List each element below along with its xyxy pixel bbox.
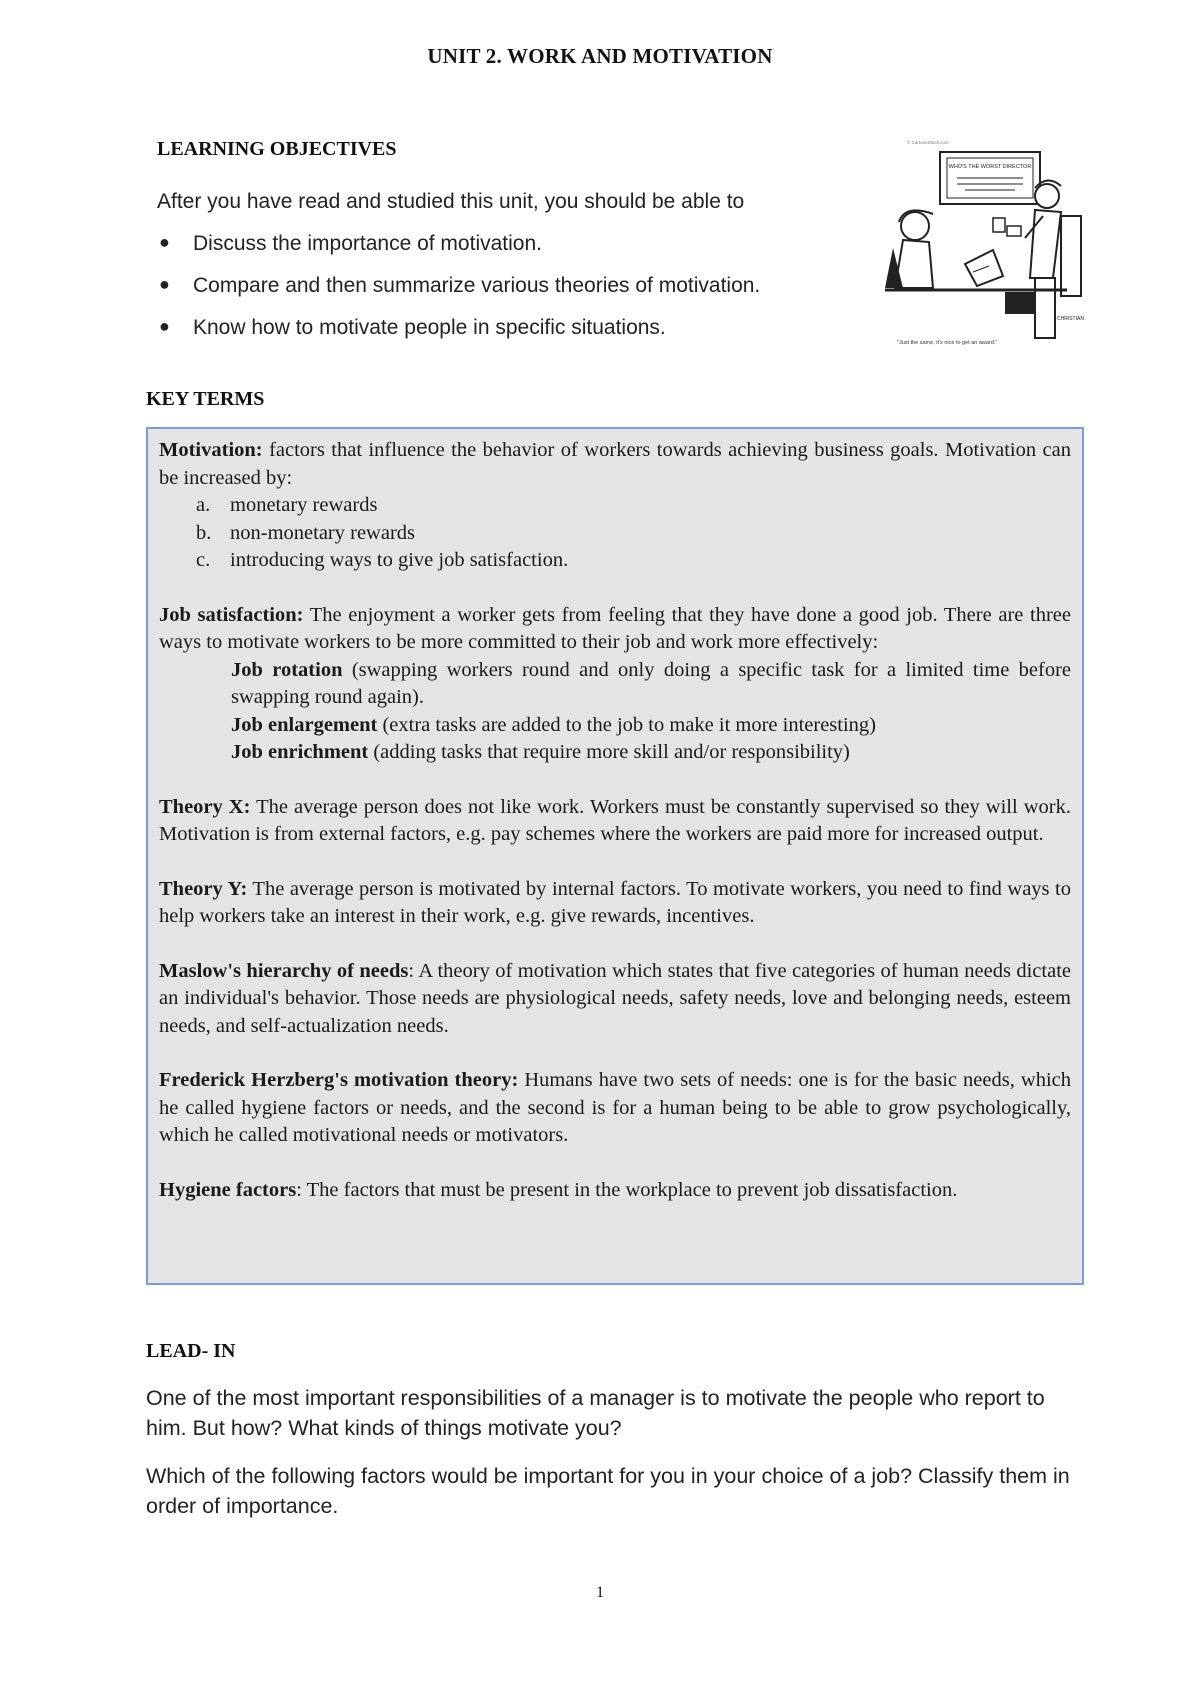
bullet-icon: ●: [159, 232, 170, 252]
page-number: 1: [596, 1584, 604, 1601]
lead-in-heading: LEAD- IN: [146, 1340, 236, 1362]
term-label: Hygiene factors: [159, 1178, 297, 1201]
bullet-icon: ●: [159, 316, 170, 336]
maslow-definition: [159, 958, 1071, 1041]
list-item: [159, 547, 1071, 575]
motivation-list: [159, 492, 1071, 575]
term-label: Motivation:: [159, 439, 263, 461]
cartoon-illustration: [885, 138, 1100, 366]
list-marker: a.: [196, 494, 211, 516]
term-label: Maslow's hierarchy of needs: [159, 959, 409, 982]
list-marker: c.: [196, 549, 211, 571]
definition-text: (adding tasks that require more skill and/or responsibility): [368, 741, 850, 763]
definition-text: : A theory of motivation which states that five categories of human needs dictate an individual's behavior. Those needs are physiological needs, safety needs, love and belonging needs, esteem needs, and self-actualization needs.: [159, 959, 1071, 1037]
page-title: UNIT 2. WORK AND MOTIVATION: [427, 44, 773, 68]
definition-text: The enjoyment a worker gets from feeling that they have done a good job. There are three ways to motivate workers to be more committed to their job and work more effectively:: [159, 603, 1071, 653]
job-rotation-item: [159, 657, 1071, 712]
definition-text: The average person does not like work. Workers must be constantly supervised so they will work. Motivation is from external factors, e.g. pay schemes where the workers are paid more for increased output.: [159, 795, 1071, 845]
job-enlargement-item: [159, 712, 1071, 740]
motivation-definition: [159, 437, 1071, 492]
definition-text: (swapping workers round and only doing a specific task for a limited time before swapping round again).: [231, 658, 1072, 708]
cartoon-caption: "Just the same, it's nice to get an award.": [897, 340, 998, 346]
bullet-icon: ●: [159, 274, 170, 294]
list-item: [157, 274, 760, 316]
herzberg-definition: [159, 1067, 1071, 1150]
learning-objectives-heading: LEARNING OBJECTIVES: [157, 138, 397, 160]
learning-objectives-intro: After you have read and studied this unit, you should be able to: [157, 190, 745, 213]
term-label: Theory Y:: [159, 877, 248, 900]
list-marker: b.: [196, 521, 212, 544]
definition-text: (extra tasks are added to the job to make it more interesting): [377, 713, 876, 736]
term-label: Theory X:: [159, 795, 251, 818]
cartoon-sign-text: WHO'S THE WORST DIRECTOR: [948, 164, 1032, 170]
lead-in-paragraph: Which of the following factors would be important for you in your choice of a job? Classify them in order of importance.: [146, 1464, 1070, 1518]
term-label: Job rotation: [231, 658, 343, 681]
key-terms-heading: KEY TERMS: [146, 388, 265, 410]
list-text: introducing ways to give job satisfaction.: [230, 549, 569, 571]
list-item: [157, 232, 760, 274]
definition-text: : The factors that must be present in the workplace to prevent job dissatisfaction.: [296, 1178, 958, 1201]
definition-text: Humans have two sets of needs: one is for the basic needs, which he called hygiene factors or needs, and the second is for a human being to be able to grow psychologically, which he called motivational needs or motivators.: [159, 1069, 1071, 1146]
list-text: non-monetary rewards: [230, 521, 416, 544]
theory-x-definition: [159, 794, 1071, 849]
key-terms-box: [146, 427, 1084, 1285]
objective-text: Discuss the importance of motivation.: [193, 232, 542, 255]
lead-in-paragraph: One of the most important responsibilities of a manager is to motivate the people who report to him. But how? What kinds of things motivate you?: [146, 1386, 1045, 1440]
term-label: Job enlargement: [231, 713, 378, 736]
cartoon-copyright: © CartoonStock.com: [907, 140, 949, 145]
job-enrichment-item: [159, 739, 1071, 767]
objective-text: Know how to motivate people in specific situations.: [193, 316, 666, 339]
cartoon-signature: CHRISTIAN: [1057, 316, 1084, 322]
learning-objectives-list: [157, 232, 760, 358]
term-label: Job enrichment: [231, 741, 369, 763]
list-item: [159, 520, 1071, 548]
hygiene-factors-definition: [159, 1177, 1071, 1205]
list-text: monetary rewards: [230, 494, 378, 516]
job-satisfaction-definition: [159, 602, 1071, 657]
definition-text: The average person is motivated by internal factors. To motivate workers, you need to find ways to help workers take an interest in their work, e.g. give rewards, incentives.: [159, 877, 1071, 927]
objective-text: Compare and then summarize various theories of motivation.: [193, 274, 761, 297]
term-label: Job satisfaction:: [159, 603, 304, 626]
list-item: [159, 492, 1071, 520]
definition-text: factors that influence the behavior of workers towards achieving business goals. Motivation can be increased by:: [159, 439, 1071, 489]
term-label: Frederick Herzberg's motivation theory:: [159, 1069, 519, 1091]
theory-y-definition: [159, 876, 1071, 931]
list-item: [157, 316, 760, 358]
